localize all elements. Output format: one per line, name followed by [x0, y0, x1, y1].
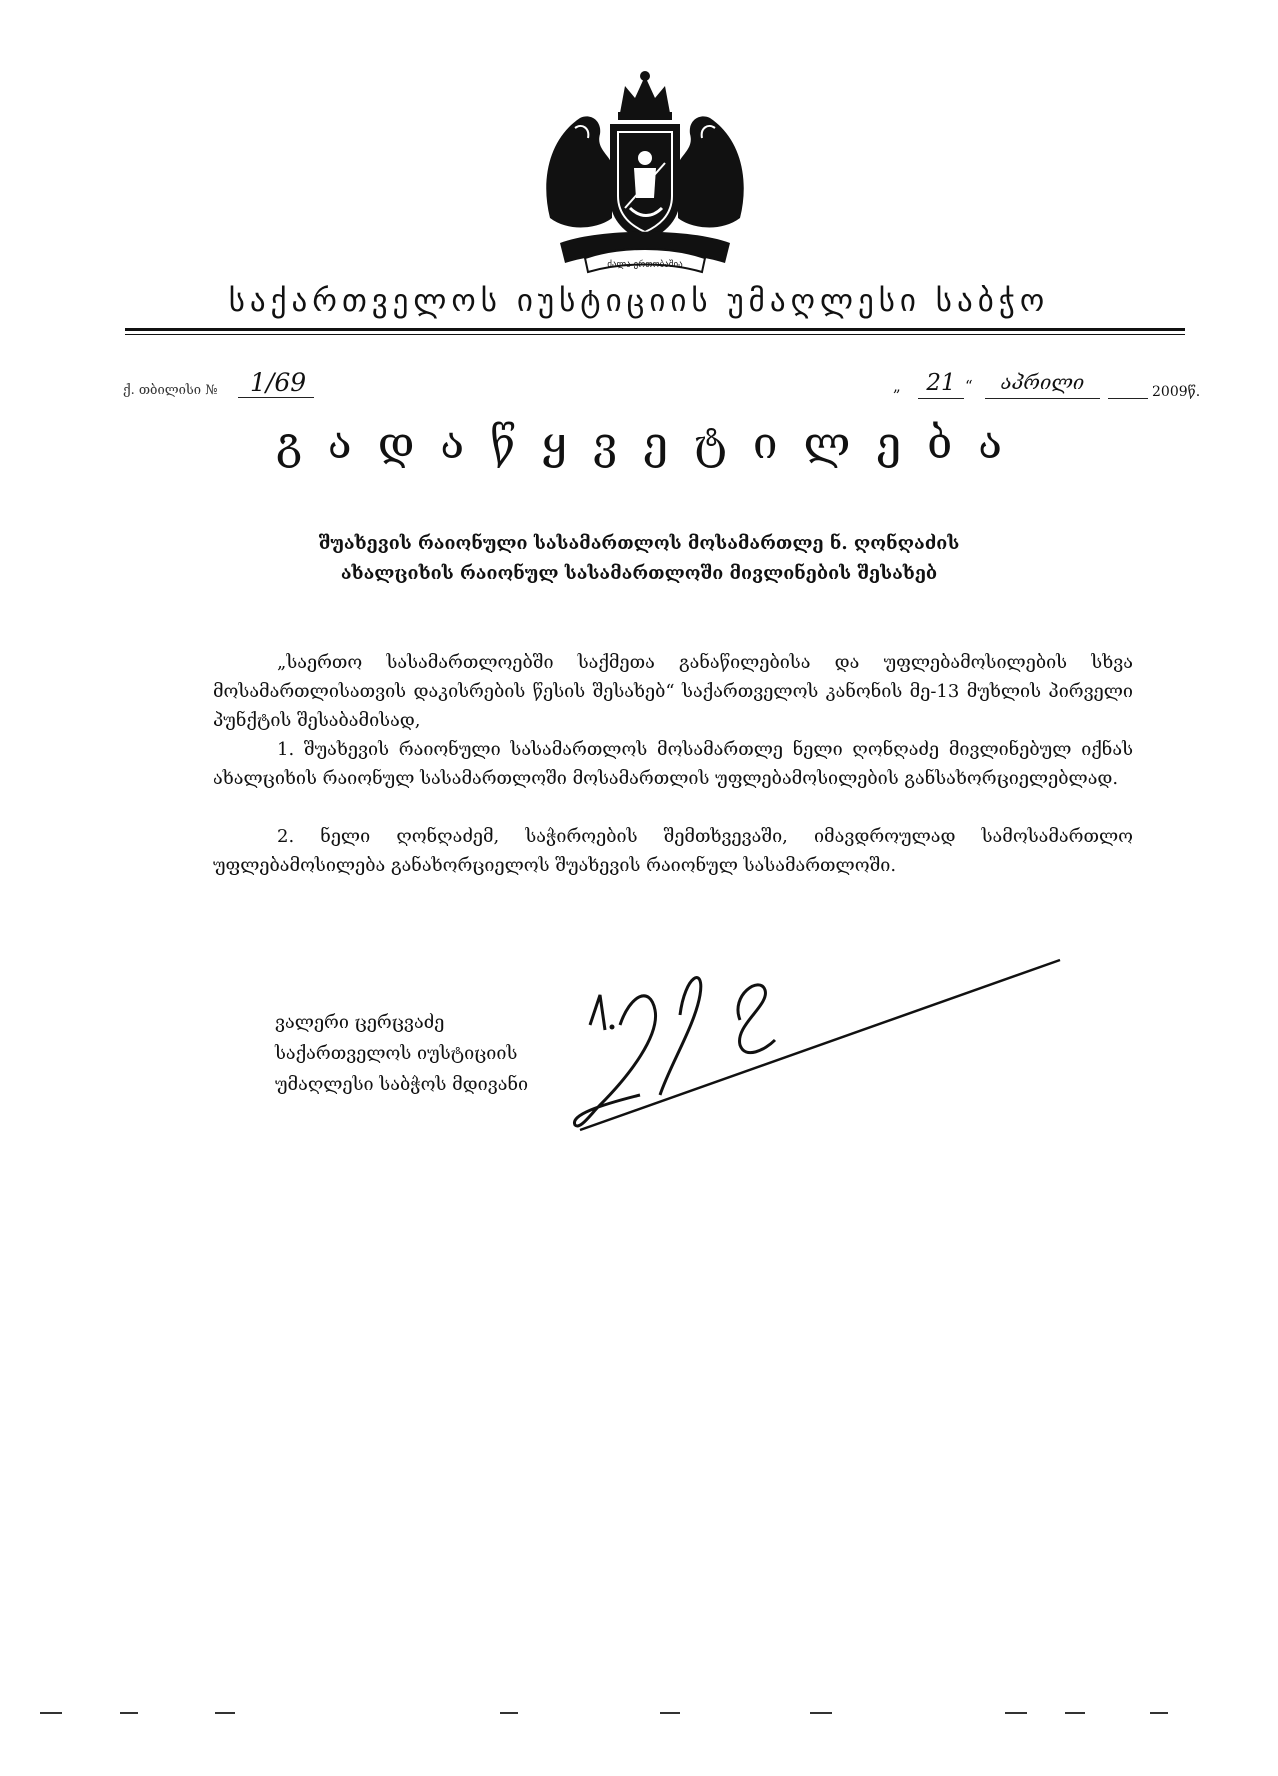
preamble-paragraph: „საერთო სასამართლოებში საქმეთა განაწილებისა და უფლებამოსილების სხვა მოსამართლისათვის დაკისრების წესის შესახებ“ საქართველოს კანონის მე-13 მუხლის პირველი პუნქტის შესაბამისად, [213, 652, 1133, 731]
date-close-quote: “ [965, 377, 973, 395]
signatory-name: ვალერი ცერცვაძე [275, 1012, 445, 1033]
scan-artifact [1150, 1712, 1168, 1714]
date-year: 2009წ. [1152, 384, 1201, 400]
decision-item: 2. ნელი ღონღაძემ, საჭიროების შემთხვევაში, იმავდროულად სამოსამართლო უფლებამოსილება განახორციელოს შუახევის რაიონულ სასამართლოში. [213, 826, 1133, 876]
organization-title: საქართველოს იუსტიციის უმაღლესი საბჭო [228, 283, 1050, 319]
header-rule-thin [125, 334, 1185, 335]
scan-artifact [215, 1712, 235, 1714]
subject-line: შუახევის რაიონული სასამართლოს მოსამართლე ნ. ღონღაძის [318, 533, 960, 554]
scan-artifact [1005, 1712, 1027, 1714]
document-title: გადაწყვეტილება [275, 418, 1028, 469]
subject-line: ახალციხის რაიონულ სასამართლოში მივლინების შესახებ [340, 563, 938, 584]
date-day: 21 [918, 370, 964, 399]
handwritten-signature [560, 955, 1070, 1140]
signatory-position: უმაღლესი საბჭოს მდივანი [275, 1074, 529, 1095]
scan-artifact [660, 1712, 680, 1714]
scan-artifact [810, 1712, 832, 1714]
signatory-position: საქართველოს იუსტიციის [275, 1043, 518, 1064]
scan-artifact [1065, 1712, 1085, 1714]
date-month: აპრილი [985, 370, 1100, 399]
document-number: 1/69 [238, 368, 314, 398]
decision-item: 1. შუახევის რაიონული სასამართლოს მოსამართლე ნელი ღონღაძე მივლინებულ იქნას ახალციხის რაიონულ სასამართლოში მოსამართლის უფლებამოსილების განსახორციელებლად. [213, 739, 1133, 789]
header-rule-thick [125, 328, 1185, 331]
svg-text:ძალა ერთობაშია: ძალა ერთობაშია [607, 260, 683, 270]
date-open-quote: „ [893, 377, 901, 395]
date-blank-line [1108, 398, 1148, 399]
coat-of-arms-emblem [530, 68, 760, 278]
scan-artifact [40, 1712, 62, 1714]
document-number-label: ქ. თბილისი № [123, 383, 218, 398]
scan-artifact [500, 1712, 518, 1714]
scan-artifact [120, 1712, 138, 1714]
